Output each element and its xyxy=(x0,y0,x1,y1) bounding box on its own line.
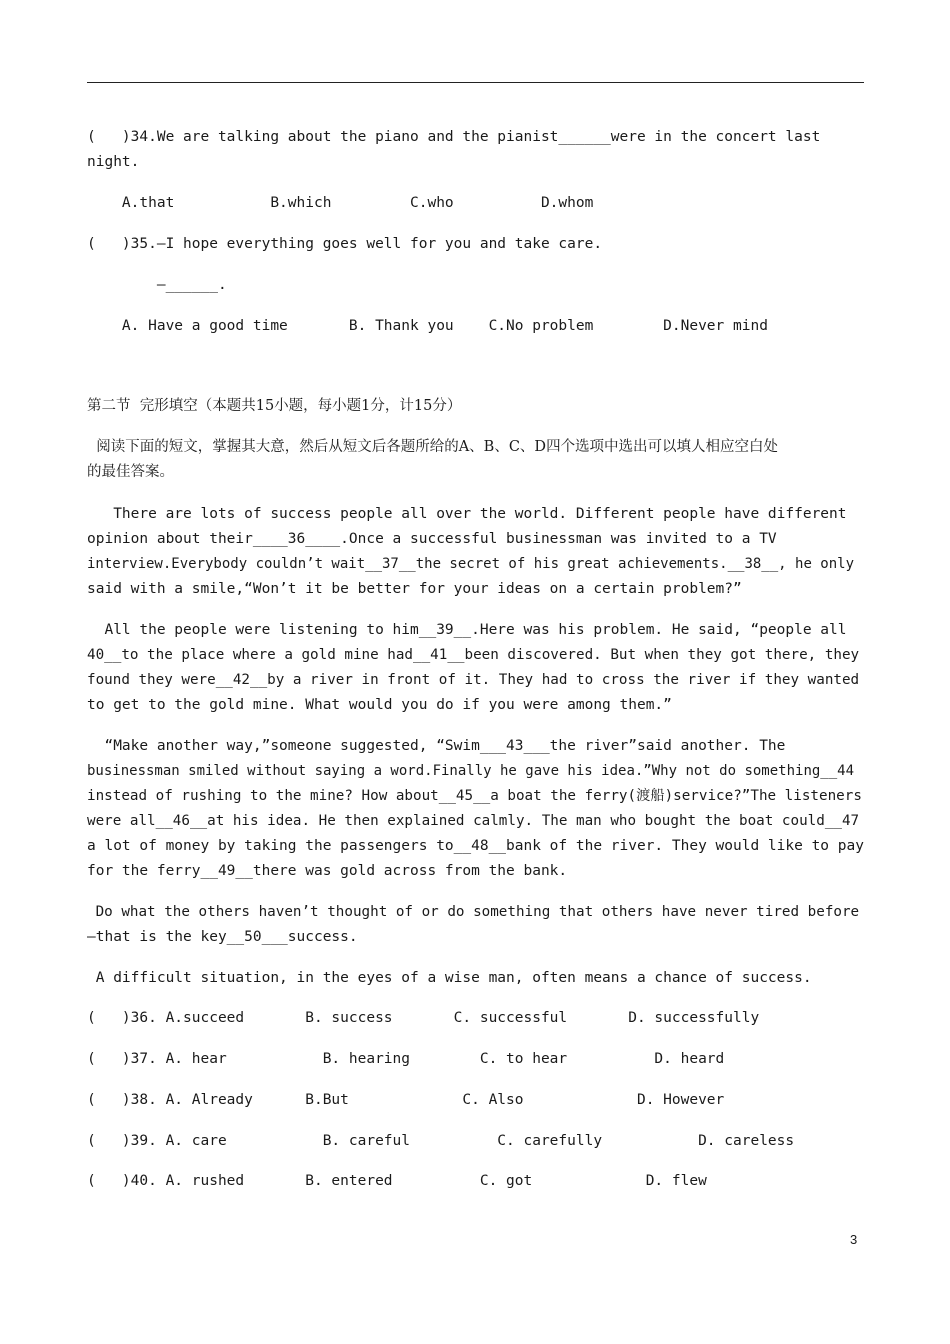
passage-p3-line2: businessman smiled without saying a word.Finally he gave his idea.”Why not do something__44 xyxy=(87,763,855,779)
passage-p3-line5: a lot of money by taking the passengers to__48__bank of the river. They would like to pay xyxy=(87,838,864,854)
passage-p5: A difficult situation, in the eyes of a wise man, often means a chance of success. xyxy=(87,970,812,986)
passage-p4-line1: Do what the others haven’t thought of or do something that others have never tired before xyxy=(87,904,860,920)
choice-38: ( )38. A. Already B.But C. Also D. However xyxy=(87,1092,725,1108)
q35-line2: —______. xyxy=(87,277,227,293)
q35-line1: ( )35.—I hope everything goes well for you and take care. xyxy=(87,236,603,252)
passage-p2-line4: to get to the gold mine. What would you do if you were among them.” xyxy=(87,697,672,713)
passage-p3-line6: for the ferry__49__there was gold across from the bank. xyxy=(87,863,568,879)
page-number: 3 xyxy=(850,1232,858,1247)
passage-p3-line1: “Make another way,”someone suggested, “Swim___43___the river”said another. The xyxy=(87,738,786,754)
passage-p2-line3: found they were__42__by a river in front of it. They had to cross the river if they wanted xyxy=(87,672,860,688)
q34-line2: night. xyxy=(87,154,140,170)
passage-p1-line2: opinion about their____36____.Once a successful businessman was invited to a TV xyxy=(87,531,777,547)
header-rule xyxy=(87,82,864,83)
passage-p3-line4: were all__46__at his idea. He then explained calmly. The man who bought the boat could__47 xyxy=(87,813,860,829)
passage-p1-line3: interview.Everybody couldn’t wait__37__the secret of his great achievements.__38__, he only xyxy=(87,556,855,572)
choice-37: ( )37. A. hear B. hearing C. to hear D. heard xyxy=(87,1051,725,1067)
section-instruction-2: 的最佳答案。 xyxy=(87,464,174,480)
section-instruction-1: 阅读下面的短文，掌握其大意，然后从短文后各题所给的A、B、C、D四个选项中选出可以填人相应空白处 xyxy=(87,439,779,455)
passage-p1-line4: said with a smile,“Won’t it be better for your ideas on a certain problem?” xyxy=(87,581,742,597)
section-title: 第二节 完形填空（本题共15小题，每小题1分，计15分） xyxy=(87,398,462,414)
passage-p4-line2: —that is the key__50___success. xyxy=(87,929,358,945)
q35-options: A. Have a good time B. Thank you C.No problem D.Never mind xyxy=(87,318,768,334)
passage-p2-line2: 40__to the place where a gold mine had__41__been discovered. But when they got there, they xyxy=(87,647,860,663)
q34-options: A.that B.which C.who D.whom xyxy=(87,195,594,211)
passage-p1-line1: There are lots of success people all over the world. Different people have different xyxy=(87,506,847,522)
choice-39: ( )39. A. care B. careful C. carefully D. careless xyxy=(87,1133,795,1149)
choice-36: ( )36. A.succeed B. success C. successful D. successfully xyxy=(87,1010,760,1026)
passage-p2-line1: All the people were listening to him__39__.Here was his problem. He said, “people all xyxy=(87,622,847,638)
choice-40: ( )40. A. rushed B. entered C. got D. flew xyxy=(87,1173,707,1189)
q34-line1: ( )34.We are talking about the piano and the pianist______were in the concert last xyxy=(87,129,821,145)
passage-p3-line3: instead of rushing to the mine? How about__45__a boat the ferry(渡船)service?”The listeners xyxy=(87,788,862,804)
